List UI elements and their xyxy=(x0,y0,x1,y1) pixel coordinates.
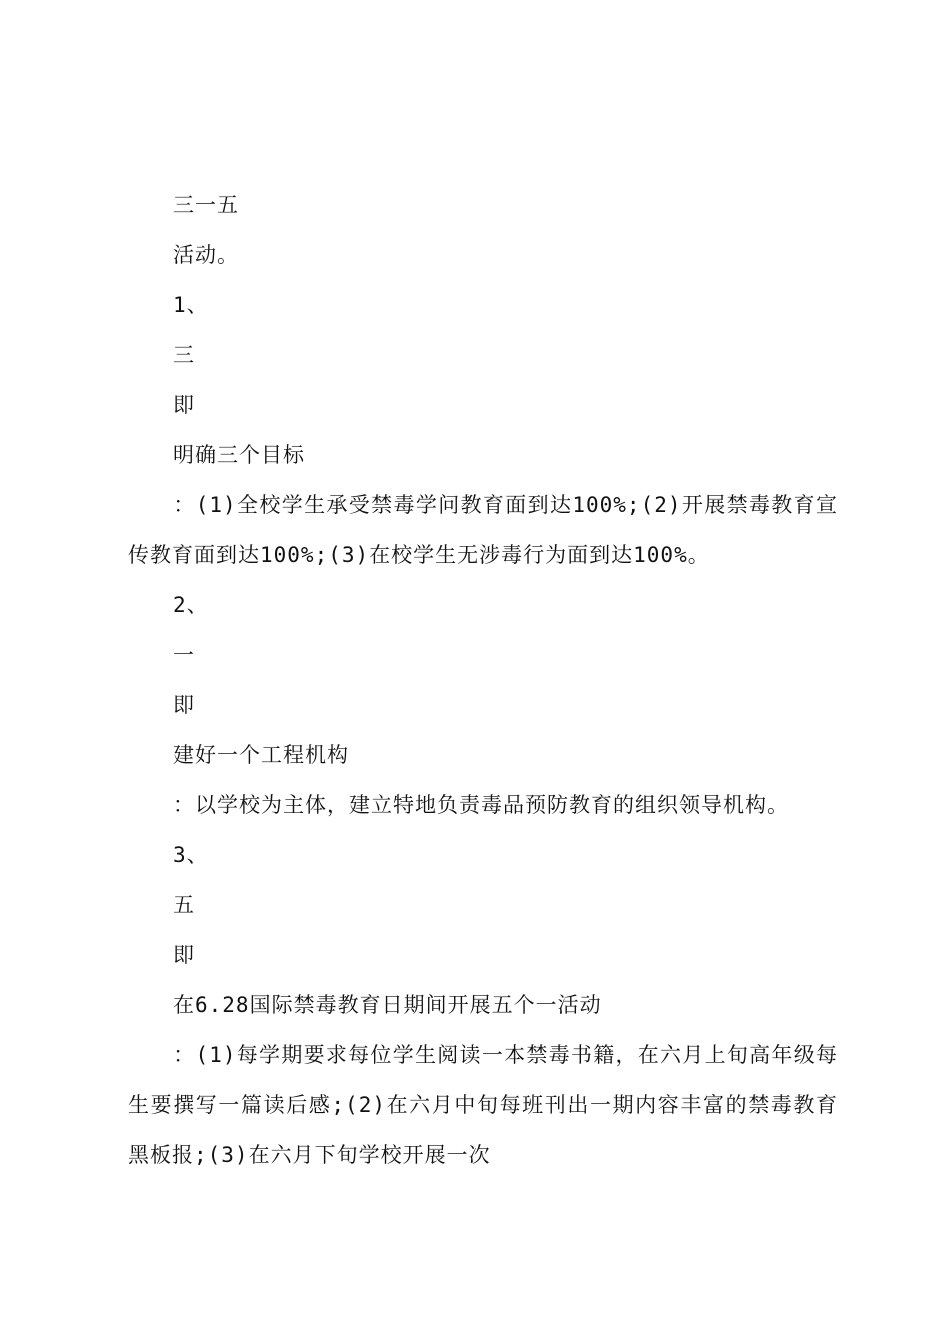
line-item-1-ji: 即 xyxy=(173,393,195,417)
paragraph-item-1-text: ：(1)全校学生承受禁毒学问教育面到达100%;(2)开展禁毒教育宣传教育面到达100%;(3)在校学生无涉毒行为面到达100%。 xyxy=(128,493,838,567)
paragraph-item-1-body xyxy=(128,480,838,580)
line-item-2-body: ：以学校为主体，建立特地负责毒品预防教育的组织领导机构。 xyxy=(173,793,789,817)
paragraph-item-3-body xyxy=(128,1030,838,1180)
line-activity: 活动。 xyxy=(173,243,239,267)
line-item-2-char: 一 xyxy=(173,643,195,667)
paragraph-item-3-text: ：(1)每学期要求每位学生阅读一本禁毒书籍，在六月上旬高年级每生要撰写一篇读后感;(2)在六月中旬每班刊出一期内容丰富的禁毒教育黑板报;(3)在六月下旬学校开展一次 xyxy=(128,1043,838,1167)
line-item-2-heading: 建好一个工程机构 xyxy=(173,743,349,767)
line-item-3-heading: 在6.28国际禁毒教育日期间开展五个一活动 xyxy=(173,993,602,1017)
line-item-3-char: 五 xyxy=(173,893,195,917)
line-sanyiwu: 三一五 xyxy=(173,193,239,217)
line-item-3-number: 3、 xyxy=(173,843,209,867)
line-item-1-number: 1、 xyxy=(173,293,209,317)
line-item-2-number: 2、 xyxy=(173,593,209,617)
line-item-3-ji: 即 xyxy=(173,943,195,967)
line-item-1-heading: 明确三个目标 xyxy=(173,443,305,467)
line-item-2-ji: 即 xyxy=(173,693,195,717)
line-item-1-char: 三 xyxy=(173,343,195,367)
